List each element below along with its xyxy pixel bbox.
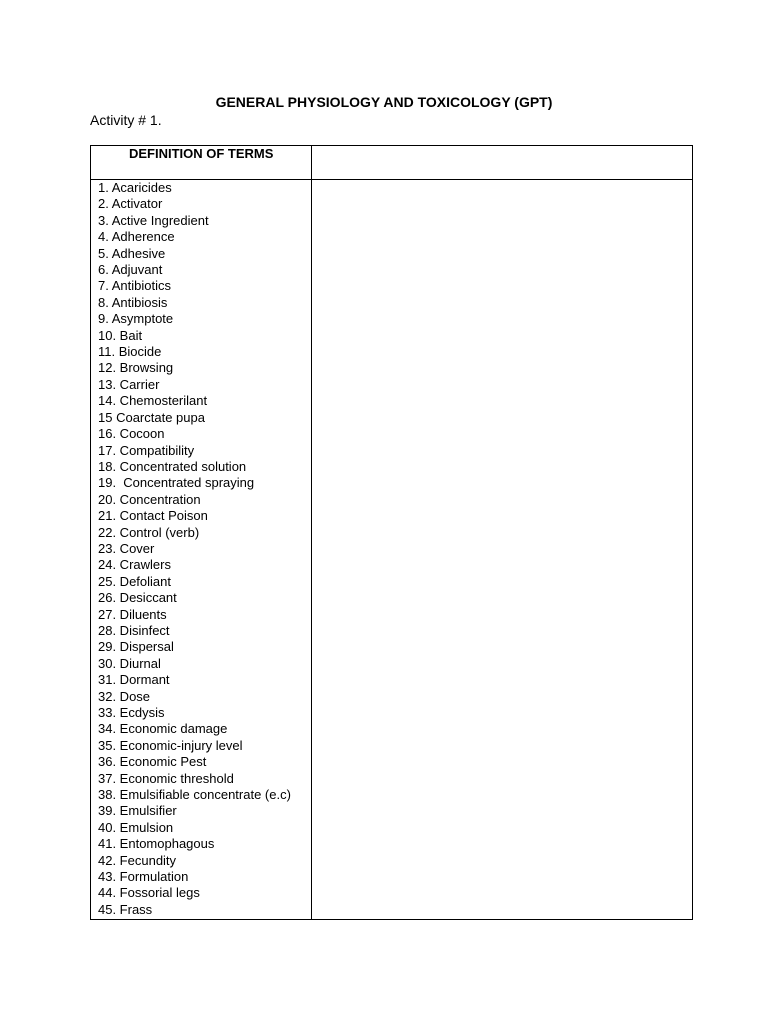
list-item: 1. Acaricides — [98, 180, 172, 195]
list-item: 20. Concentration — [98, 491, 201, 507]
list-item: 8. Antibiosis — [98, 294, 168, 310]
table-body-row — [91, 180, 693, 920]
list-item: 30. Diurnal — [98, 655, 161, 671]
list-item: 28. Disinfect — [98, 622, 170, 638]
list-item: 14. Chemosterilant — [98, 393, 208, 409]
list-item: 6. Adjuvant — [98, 262, 163, 278]
definitions-cell — [312, 180, 693, 920]
list-item: 23. Cover — [98, 540, 155, 556]
list-item: 22. Control (verb) — [98, 524, 200, 540]
list-item: 37. Economic threshold — [98, 770, 234, 786]
definition-of-terms-header: DEFINITION OF TERMS — [91, 146, 312, 180]
list-item: 10. Bait — [98, 327, 143, 343]
list-item: 45. Frass — [98, 901, 153, 917]
list-item: 13. Carrier — [98, 376, 160, 392]
list-item: 12. Browsing — [98, 360, 174, 376]
list-item: 31. Dormant — [98, 672, 170, 688]
list-item: 27. Diluents — [98, 606, 167, 622]
list-item: 35. Economic-injury level — [98, 737, 243, 753]
list-item: 33. Ecdysis — [98, 705, 165, 720]
activity-label: Activity # 1. — [90, 112, 162, 128]
list-item: 32. Dose — [98, 688, 151, 704]
list-item: 34. Economic damage — [98, 721, 228, 737]
list-item: 36. Economic Pest — [98, 754, 207, 770]
terms-table — [90, 145, 693, 920]
list-item: 4. Adherence — [98, 229, 175, 245]
list-item: 39. Emulsifier — [98, 803, 177, 819]
document-title: GENERAL PHYSIOLOGY AND TOXICOLOGY (GPT) — [215, 94, 553, 110]
list-item: 15 Coarctate pupa — [98, 409, 205, 425]
list-item: 16. Cocoon — [98, 426, 165, 442]
list-item: 24. Crawlers — [98, 557, 171, 573]
list-item: 25. Defoliant — [98, 573, 171, 589]
list-item: 38. Emulsifiable concentrate (e.c) — [98, 787, 291, 803]
list-item: 3. Active Ingredient — [98, 212, 209, 228]
list-item: 9. Asymptote — [98, 311, 174, 327]
list-item: 42. Fecundity — [98, 852, 177, 868]
list-item: 21. Contact Poison — [98, 508, 208, 524]
list-item: 44. Fossorial legs — [98, 885, 200, 901]
list-item: 29. Dispersal — [98, 639, 174, 655]
definition-header-cell — [312, 146, 693, 180]
terms-list-cell — [91, 180, 312, 920]
list-item: 17. Compatibility — [98, 442, 195, 458]
list-item: 7. Antibiotics — [98, 278, 171, 294]
list-item: 19. Concentrated spraying — [98, 475, 255, 491]
list-item: 40. Emulsion — [98, 819, 174, 835]
list-item: 11. Biocide — [98, 344, 162, 360]
list-item: 41. Entomophagous — [98, 836, 215, 852]
list-item: 43. Formulation — [98, 869, 189, 885]
list-item: 18. Concentrated solution — [98, 458, 247, 474]
list-item: 26. Desiccant — [98, 590, 177, 606]
list-item: 2. Activator — [98, 196, 163, 212]
list-item: 5. Adhesive — [98, 245, 166, 261]
table-header-row — [91, 146, 693, 180]
terms-list — [98, 180, 311, 918]
